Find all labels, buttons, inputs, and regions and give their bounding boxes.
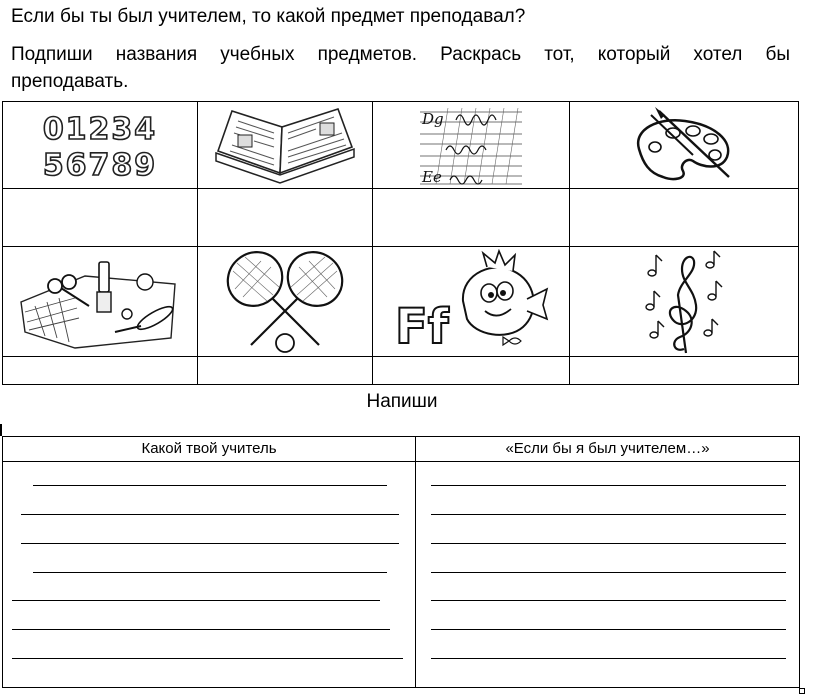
palette-icon <box>570 102 798 188</box>
left-column-header: Какой твой учитель <box>141 440 277 457</box>
writing-line[interactable] <box>431 572 786 573</box>
column-divider <box>415 437 416 687</box>
write-section-title: Напиши <box>366 391 438 412</box>
writing-line[interactable] <box>431 514 786 515</box>
writing-line[interactable] <box>431 629 786 630</box>
writing-line[interactable] <box>33 572 387 573</box>
numbers-icon <box>3 102 197 188</box>
writing-line[interactable] <box>21 514 399 515</box>
svg-text:Dg: Dg <box>422 110 444 128</box>
instruction-line: Подпиши названия учебных предметов. Раскрась тот, который хотел бы <box>11 44 790 65</box>
crafts-icon <box>3 247 197 356</box>
right-column-header: «Если бы я был учителем…» <box>505 440 710 457</box>
writing-line[interactable] <box>431 485 786 486</box>
table-edge-mark <box>0 424 2 436</box>
svg-text:56789: 56789 <box>42 148 158 181</box>
instruction-line-continued: преподавать. <box>11 71 129 92</box>
fish-letter-f-icon <box>373 247 569 356</box>
writing-line[interactable] <box>33 485 387 486</box>
question-line: Если бы ты был учителем, то какой предмет преподавал? <box>11 6 526 27</box>
writing-line[interactable] <box>431 543 786 544</box>
writing-table <box>2 436 800 688</box>
svg-text:Ee: Ee <box>422 168 442 186</box>
music-notes-icon <box>570 247 798 356</box>
header-divider <box>3 461 799 462</box>
grid-divider <box>3 356 798 357</box>
book-icon <box>198 102 372 188</box>
writing-line[interactable] <box>12 629 390 630</box>
handwriting-icon <box>373 102 569 188</box>
svg-text:01234: 01234 <box>42 112 158 147</box>
writing-line[interactable] <box>21 543 399 544</box>
writing-line[interactable] <box>431 658 786 659</box>
grid-divider <box>3 188 798 189</box>
writing-line[interactable] <box>12 658 403 659</box>
svg-text:Ff: Ff <box>395 298 449 355</box>
table-resize-handle[interactable] <box>799 688 805 694</box>
writing-line[interactable] <box>431 600 786 601</box>
subjects-grid <box>2 101 799 385</box>
tennis-rackets-icon <box>198 247 372 356</box>
writing-line[interactable] <box>12 600 380 601</box>
